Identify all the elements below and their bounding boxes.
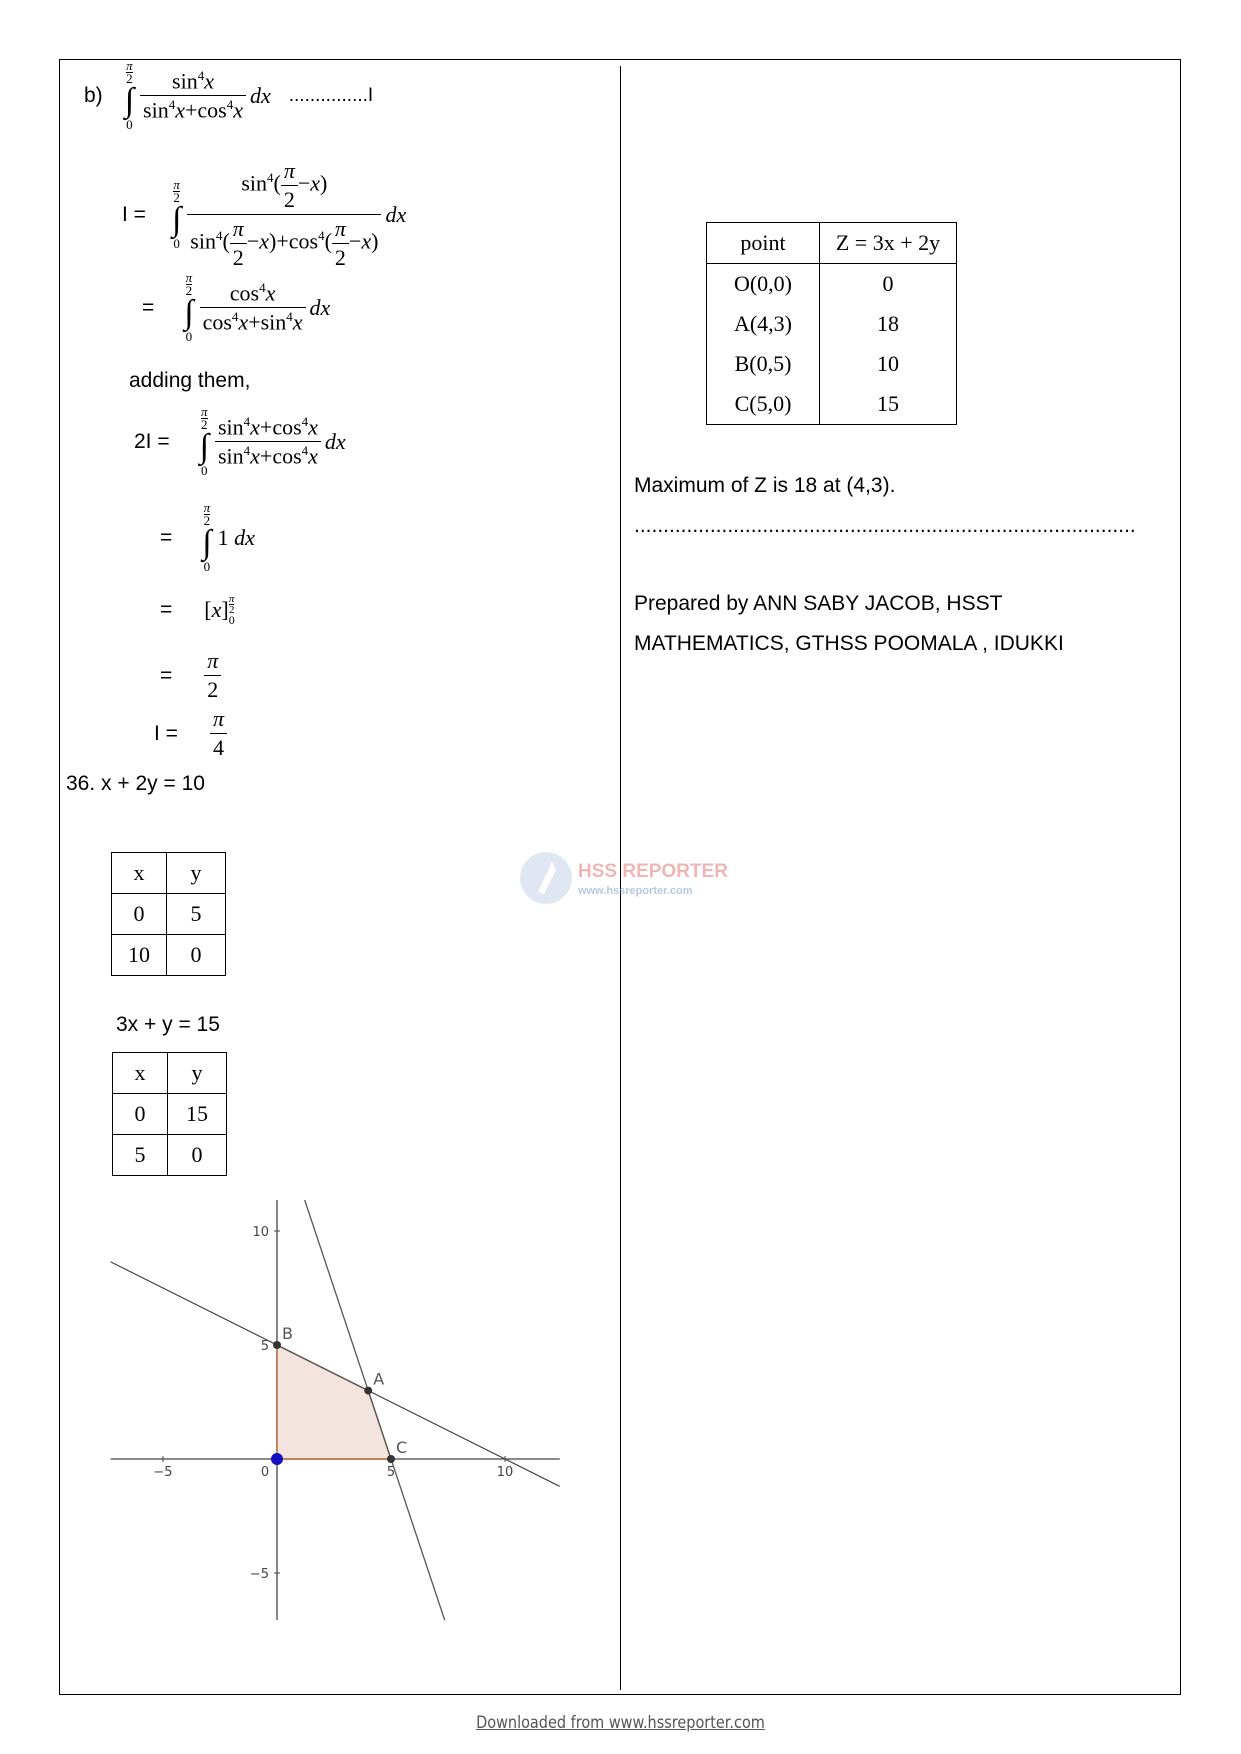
table-cell: O(0,0) (707, 264, 820, 305)
table-cell: 18 (820, 304, 957, 344)
table-line1 (111, 852, 226, 976)
table-header: x (112, 853, 167, 894)
equals-3: = (160, 598, 173, 621)
table-cell: 15 (168, 1094, 227, 1135)
integral-sum: 2I = $\frac{\pi}{2}$ ∫ 0 $\frac{\sin^4x+\cos^4x}{\sin^4x+\cos^4x}$ dx (134, 404, 346, 478)
part-b-label: b) (84, 83, 103, 107)
question-36: 36. x + 2y = 10 (66, 772, 205, 795)
conclusion-text: Maximum of Z is 18 at (4,3). (634, 474, 896, 497)
table-cell: 15 (820, 384, 957, 425)
watermark-title: HSS REPORTER (578, 861, 728, 882)
table-cell: 10 (112, 935, 167, 976)
integral-b: b) $\frac{\pi}{2}$ ∫ 0 $\frac{\sin^4x}{\sin^4x+\cos^4x}$ dx ...............I (84, 58, 374, 132)
evaluated-bracket: = [x] π 2 0 (160, 593, 235, 627)
table-cell: 0 (168, 1135, 227, 1176)
table-cell: 0 (113, 1094, 168, 1135)
table-header: Z = 3x + 2y (820, 223, 957, 264)
table-cell: 5 (167, 894, 226, 935)
table-cell: 5 (113, 1135, 168, 1176)
integral-swapped: = $\frac{\pi}{2}$ ∫ 0 $\frac{\cos^4x}{\cos^4x+\sin^4x}$ dx (142, 270, 331, 344)
I-equals: I = (122, 202, 146, 226)
y-tick-label: 5 (260, 1339, 269, 1354)
table-header: x (113, 1053, 168, 1094)
integral-substitution: I = $\frac{\pi}{2}$ ∫ 0 $\sin^4$( $\frac{\pi}{2}$ −x) $\sin^4$( $\frac{\pi}{2}$ $-x)+\cos^4$( $\frac{\pi}{2}$ −x) dx (122, 158, 407, 270)
x-tick-label: 10 (496, 1465, 514, 1480)
x-tick-label: 5 (386, 1465, 396, 1480)
x-tick-label: −5 (153, 1465, 173, 1480)
x-tick-label: 0 (260, 1465, 270, 1480)
equation-tag: ...............I (288, 84, 374, 106)
table-cell: 0 (167, 935, 226, 976)
dotted-separator: ...................................................................................... (634, 514, 1136, 537)
result-pi-4: I = $\frac{\pi}{4}$ (154, 706, 227, 761)
equals-4: = (160, 663, 173, 687)
vertex-point (273, 1341, 281, 1349)
footer-download-link[interactable]: Downloaded from www.hssreporter.com (476, 1713, 765, 1733)
table-line2 (112, 1052, 227, 1176)
y-tick-label: 10 (252, 1225, 269, 1240)
watermark-url: www.hssreporter.com (578, 885, 693, 897)
table-header: y (168, 1053, 227, 1094)
table-cell: B(0,5) (707, 344, 820, 384)
vertex-point (364, 1387, 372, 1395)
prepared-by-line1: Prepared by ANN SABY JACOB, HSST (634, 592, 1003, 615)
watermark-logo (518, 848, 728, 908)
feasible-region-graph (100, 1200, 570, 1620)
equals-1: = (142, 295, 155, 319)
feasible-region (277, 1345, 391, 1459)
twoI-equals: 2I = (134, 429, 170, 453)
equals-2: = (160, 525, 173, 549)
vertex-label: B (282, 1324, 293, 1343)
objective-table (706, 222, 957, 425)
table-cell: 0 (112, 894, 167, 935)
table-cell: 10 (820, 344, 957, 384)
I-final: I = (154, 721, 178, 745)
origin-point (271, 1453, 283, 1465)
table-cell: C(5,0) (707, 384, 820, 425)
table-cell: 0 (820, 264, 957, 305)
vertex-label: A (373, 1369, 385, 1389)
vertex-label: C (396, 1438, 408, 1457)
table-header: y (167, 853, 226, 894)
vertex-point (387, 1455, 395, 1463)
equation-line2: 3x + y = 15 (116, 1013, 220, 1036)
integral-one: = $\frac{\pi}{2}$ ∫ 0 1 dx (160, 500, 255, 574)
y-tick-label: −5 (249, 1567, 269, 1582)
prepared-by-line2: MATHEMATICS, GTHSS POOMALA , IDUKKI (634, 632, 1064, 655)
table-cell: A(4,3) (707, 304, 820, 344)
adding-text: adding them, (129, 369, 251, 392)
result-pi-2: = $\frac{\pi}{2}$ (160, 648, 221, 703)
table-header: point (707, 223, 820, 264)
